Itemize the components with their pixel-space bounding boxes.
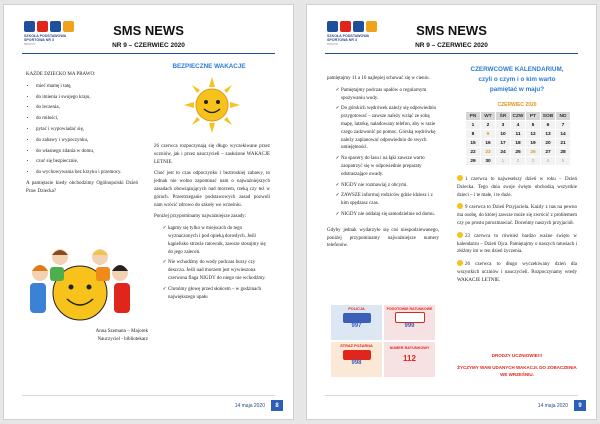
calendar-weekday: SOB (541, 112, 556, 121)
calendar-day: 30 (481, 157, 496, 166)
calendar-weekday: ŚR (496, 112, 511, 121)
emergency-label: NUMER RATUNKOWY (389, 346, 430, 350)
event-paragraph (457, 175, 577, 199)
continued-rule: ✓ ZAWSZE informuj rodziców gdzie idziesz i z kim spędzasz czas. (341, 192, 439, 208)
event-paragraph (457, 232, 577, 256)
calendar-day: 27 (541, 148, 556, 157)
summer-rule: ✓ Chrońmy głowę przed słońcem – w godzinach największego upału (168, 286, 270, 302)
event-text: 1 czerwca to najweselszy dzień w roku – Dzień Dziecka. Tego dnia swoje święto obchodzą wszystkie dzieci – i te małe, i te duże. (457, 177, 577, 198)
rights-section (26, 71, 138, 200)
rights-item: • do własnego zdania w domu, (36, 148, 138, 156)
summer-paragraph-2: Choć jest to czas odpoczynku i beztroskiej zabawy, to jednak nie wolno zapominać nam o najważniejszych zasadach obowiązujących nad morzem, rzeką czy też w górach. Przestrzeganie podstawowych zasad pozwoli nam wrócić zdrowo do szkoły we wrześniu. (154, 171, 270, 208)
calendar-day: 7 (556, 121, 571, 130)
rights-item: • do leczenia, (36, 104, 138, 112)
summer-continued (327, 75, 439, 254)
calendar-day: 5 (556, 157, 571, 166)
page-number: 9 (574, 400, 586, 411)
calendar-day: 18 (511, 139, 526, 148)
calendar-day: 14 (556, 130, 571, 139)
event-paragraph (457, 260, 577, 284)
calendar-day: 26 (526, 148, 541, 157)
continued-rule: ✓ Do górskich wędrówek należy się odpowiednio przygotować – zawsze należy wziąć ze sobą mapę, latarkę, naładowany telefon, aby w razie czego zadzwonić po pomoc. Górską wędrówkę należy zaplanować odpowiednio do swych umiejętności. (341, 105, 439, 152)
emergency-label: POGOTOWIE RATUNKOWE (386, 307, 433, 311)
closing-greeting: DRODZY UCZNIOWIE!!! (491, 353, 543, 358)
calendar-day: 11 (511, 130, 526, 139)
calendar-week-row (466, 130, 571, 139)
calendar-day: 2 (511, 157, 526, 166)
author-name: Anna Szemann – Majorek (95, 329, 148, 334)
emergency-label: STRAŻ POŻARNA (340, 344, 373, 348)
calendar-week-row (466, 157, 571, 166)
calendar-day: 28 (556, 148, 571, 157)
children-smiley-illustration (26, 243, 134, 325)
continued-rule: ✓ Na spacery do lasu i na łąki zawsze warto zaopatrzyć się w odpowiednie preparaty odstraszające owady. (341, 155, 439, 178)
calendar-week-row (466, 139, 571, 148)
summer-rule: ✓ kąpmy się tylko w miejscach do tego wyznaczonych i pod opieką dorosłych. Jeśli kąpielisko strzeże ratownik, zawsze stosujmy się do jego zaleceń. (168, 225, 270, 256)
emergency-number: 999 (404, 323, 415, 329)
calendar-heading-line-3: pamiętać w maju? (489, 86, 545, 93)
rights-item: • czuć się bezpiecznie, (36, 158, 138, 166)
newsletter-page-9 (306, 4, 597, 420)
calendar-day: 12 (526, 130, 541, 139)
rights-title: KAŻDE DZIECKO MA PRAWO: (26, 72, 96, 77)
calendar-heading-line-2: czyli o czym i o kim warto (478, 76, 556, 83)
event-text: 23 czerwca to również bardzo ważne święto w kalendarzu – Dzień Ojca. Pamiętajmy o naszych tatusiach i złóżmy im w ten dzień życzenia. (457, 233, 577, 255)
continued-rule: ✓ NIGDY nie oddalaj się samodzielnie od domu. (341, 211, 439, 219)
calendar-month: CZERWIEC 2020 (497, 102, 537, 108)
issue-label: NR 9 – CZERWIEC 2020 (415, 42, 488, 49)
calendar-day: 23 (481, 148, 496, 157)
calendar-day: 22 (466, 148, 481, 157)
calendar-heading (457, 65, 577, 95)
summer-paragraph-3: Poniżej przypominamy najważniejsze zasady: (154, 214, 247, 220)
calendar-day: 24 (496, 148, 511, 157)
calendar-day: 3 (496, 121, 511, 130)
summer-rules-list (154, 225, 270, 301)
rights-item: • mieć mamę i tatę, (36, 83, 138, 91)
header-rule (325, 53, 578, 54)
issue-label: NR 9 – CZERWIEC 2020 (112, 42, 185, 49)
calendar-weekday: WT (481, 112, 496, 121)
smiley-icon (457, 175, 463, 181)
calendar-day: 1 (496, 157, 511, 166)
header-rule (22, 53, 275, 54)
fire-truck-icon (343, 350, 371, 360)
emergency-number: 997 (351, 323, 362, 329)
calendar-day: 13 (541, 130, 556, 139)
event-text: 9 czerwca to Dzień Przyjaciela. Każdy z nas na pewno ma osobę, do której zawsze może się zwrócić z problemem czy po prostu porozmawiać. Doceńmy naszych przyjaciół. (457, 205, 577, 226)
calendar-weekday-row (466, 112, 571, 121)
logo-text: SZKOŁA PODSTAWOWA SPORTOWA NR 3 (327, 34, 369, 42)
smiley-icon (457, 203, 463, 209)
calendar-table (465, 111, 571, 166)
smiley-icon (457, 260, 463, 266)
rights-item: • do miłości, (36, 115, 138, 123)
emergency-numbers (331, 305, 435, 377)
emergency-tile-fire (331, 342, 382, 377)
rights-note: A pamiętacie kiedy obchodzimy Ogólnopolski Dzień Praw Dziecka? (26, 180, 138, 194)
emergency-tile-ambulance (384, 305, 435, 340)
closing-wishes (457, 353, 577, 378)
calendar-day: 4 (511, 121, 526, 130)
event-paragraph (457, 203, 577, 227)
calendar-day: 20 (541, 139, 556, 148)
emergency-tile-police (331, 305, 382, 340)
smiley-icon (457, 232, 463, 238)
calendar-day: 2 (481, 121, 496, 130)
calendar-day: 3 (526, 157, 541, 166)
newsletter-title: SMS NEWS (416, 23, 487, 38)
rights-item: • do imienia i swojego kraju, (36, 94, 138, 102)
calendar-day: 15 (466, 139, 481, 148)
footer-date: 14 maja 2020 (537, 402, 568, 409)
summer-heading: BEZPIECZNE WAKACJE (172, 63, 246, 70)
calendar-day: 6 (541, 121, 556, 130)
continued-rule: ✓ Pamiętajmy podczas upałów o regularnym spożywaniu wody. (341, 87, 439, 103)
newsletter-page-8 (3, 4, 294, 420)
event-text: 26 czerwca to długo wyczekiwany dzień dla wszystkich uczniów i nauczycieli. Rozpoczynamy wtedy WAKACJE LETNIE. (457, 262, 577, 283)
author-block (58, 328, 148, 344)
page-number: 8 (271, 400, 283, 411)
calendar-heading-line-1: CZERWCOWE KALENDARIUM, (470, 66, 564, 73)
calendar-day: 1 (466, 121, 481, 130)
continued-rules-list (327, 87, 439, 219)
rights-item: • pytać i wypowiadać się, (36, 126, 138, 134)
newsletter-title: SMS NEWS (113, 23, 184, 38)
emergency-label: POLICJA (348, 307, 365, 311)
calendar-weekday: CZW (511, 112, 526, 121)
sun-icon (184, 77, 240, 133)
emergency-tile-general (384, 342, 435, 377)
calendar-day: 25 (511, 148, 526, 157)
emergency-number: 998 (351, 360, 362, 366)
continued-rule: ✓ NIGDY nie rozmawiaj z obcymi. (341, 182, 439, 190)
calendar-day: 9 (481, 130, 496, 139)
calendar-day: 4 (541, 157, 556, 166)
summer-paragraph-1: 26 czerwca rozpoczynają się długo wyczekiwane przez uczniów, jak i przez nauczycieli – zasłużone WAKACJE LETNIE. (154, 144, 270, 165)
footer-date: 14 maja 2020 (234, 402, 265, 409)
police-car-icon (343, 313, 371, 323)
rights-item: • do wychowywania bez krzyku i przemocy. (36, 169, 138, 177)
calendar-weekday: PN (466, 112, 481, 121)
emergency-number: 112 (403, 354, 416, 363)
continued-closing: Gdyby jednak wydarzyło się coś niespodziewanego, poniżej przypominamy najważniejsze numery telefonów. (327, 227, 439, 249)
ambulance-icon (395, 312, 425, 323)
logo-subtext: BĘDZIN (24, 42, 36, 46)
author-role: Nauczyciel - bibliotekarz (97, 336, 148, 342)
page-footer (538, 400, 586, 411)
calendar-week-row (466, 121, 571, 130)
calendar-weekday: PT (526, 112, 541, 121)
logo-text: SZKOŁA PODSTAWOWA SPORTOWA NR 3 (24, 34, 66, 42)
calendar-day: 10 (496, 130, 511, 139)
continued-intro: pamiętajmy 11 a 16 najlepiej schować się w cieniu. (327, 76, 430, 81)
calendar-day: 29 (466, 157, 481, 166)
calendar-day: 5 (526, 121, 541, 130)
calendar-day: 19 (526, 139, 541, 148)
page-footer (235, 400, 283, 411)
calendar-body (466, 121, 571, 166)
calendar-events (457, 175, 577, 289)
calendar-day: 17 (496, 139, 511, 148)
calendar-day: 21 (556, 139, 571, 148)
calendar-weekday: ND (556, 112, 571, 121)
calendar-week-row (466, 148, 571, 157)
summer-section (154, 143, 270, 304)
summer-rule: ✓ Nie wchodźmy do wody podczas burzy czy deszczu. Jeśli nad morzem jest wywieszona czerwona flaga NIGDY do niego nie wchodźmy. (168, 259, 270, 282)
rights-item: • do zabawy i wypoczynku, (36, 137, 138, 145)
calendar-day: 8 (466, 130, 481, 139)
rights-list (26, 83, 138, 177)
closing-wish: ŻYCZYMY WAM UDANYCH WAKACJI. DO ZOBACZENIA WE WRZEŚNIU. (457, 365, 577, 377)
footer-rule (22, 395, 275, 396)
calendar-day: 16 (481, 139, 496, 148)
logo-subtext: BĘDZIN (327, 42, 339, 46)
footer-rule (325, 395, 578, 396)
